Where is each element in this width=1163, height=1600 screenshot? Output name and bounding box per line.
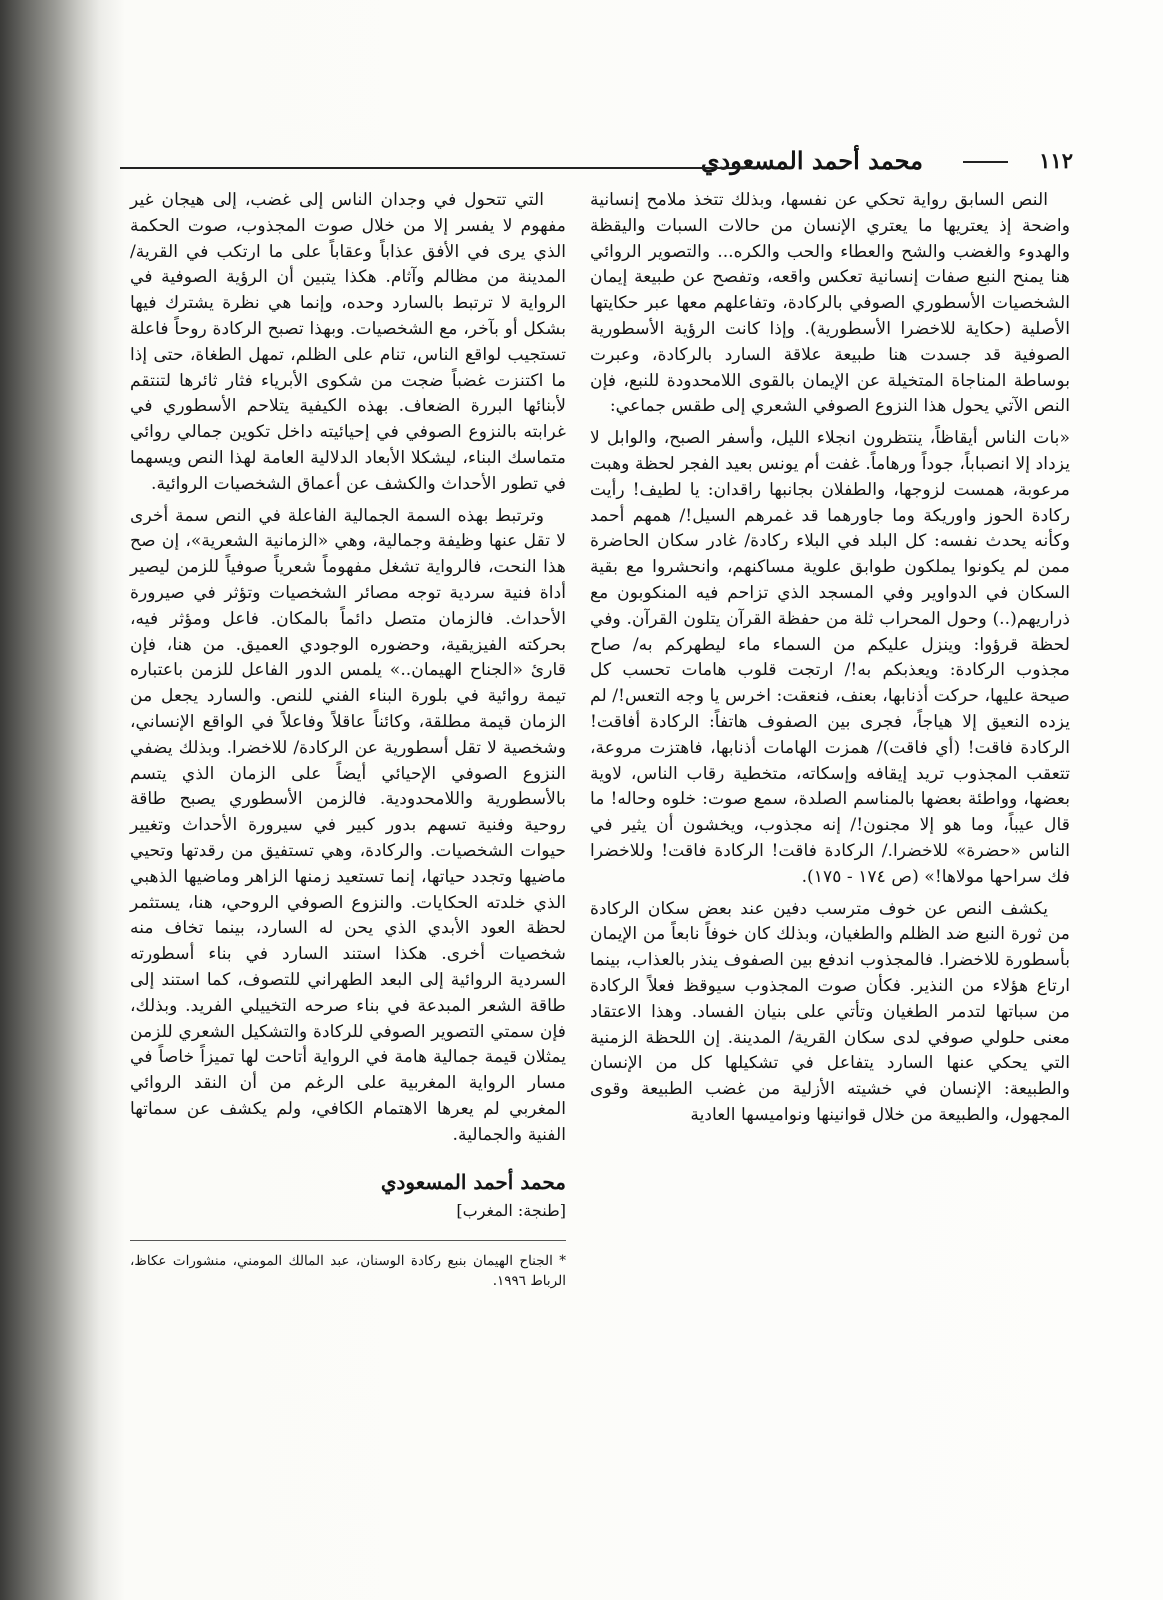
quoted-passage: «بات الناس أيقاظاً، ينتظرون انجلاء الليل، وأسفر الصبح، والوابل لا يزداد إلا انصباباً، جوداً ورهاماً. غفت أم يونس بعيد الفجر لحظة وهبت مرعوبة، همست لزوجها، والطفلان بجانبها راقدان: يا لطيف! رأيت ركادة الحوز واوريكة وما جاورهما قد غمرهم السيل!/ همهم أحمد وكأنه يحدث نفسه: كل البلد في البلاء ركادة/ غادر سكان الحاضرة ممن لم يكونوا يملكون طوابق علوية مساكنهم، وانحشروا مع بقية السكان في الدواوير وفي المسجد الذي تزاحم فيه المنكوبون مع ذراريهم(..) وحول المحراب ثلة من حفظة القرآن يتلون القرآن. وفي لحظة قرؤوا: وينزل عليكم من السماء ماء ليطهركم به/ صاح مجذوب الركادة: ويعذبكم به!/ ارتجت قلوب هامات تحسب كل صيحة عليها، حركت أذنابها، بعنف، فنعقت: اخرس يا وجه التعس!/ لم يزده النعيق إلا هياجاً، فجرى بين الصفوف هاتفاً: الركادة أفاقت! الركادة فاقت! (أي فاقت)/ همزت الهامات أذنابها، فاهتزت مروعة، تتعقب المجذوب تريد إيقافه وإسكاته، متخطية رقاب الناس، لاوية بعضها، وواطئة بعضها بالمناسم الصلدة، سمع صوت: خلوه وحاله! ما قال عيباً، وما هو إلا مجنون!/ إنه مجذوب، ويخشون أن يثير في الناس «حضرة» للاخضرا./ الركادة فاقت! الركادة فاقت! وللاخضرا فك سراحها مولاها!» (ص ١٧٤ - ١٧٥). [590, 428, 1070, 887]
paragraph: وترتبط بهذه السمة الجمالية الفاعلة في النص سمة أخرى لا تقل عنها وظيفة وجمالية، وهي «الزمانية الشعرية»، إن صح هذا النحت، فالرواية تشغل مفهوماً شعرياً صوفياً للزمن ليصير أداة فنية سردية توجه مصائر الشخصيات وتؤثر في صيرورة الأحداث. فالزمان متصل دائماً بالمكان. فاعل ومؤثر فيه، بحركته الفيزيقية، وحضوره الوجودي العميق. من هنا، فإن قارئ «الجناح الهيمان..» يلمس الدور الفاعل للزمن باعتباره تيمة روائية في بلورة البناء الفني للنص. والسارد يجعل من الزمان قيمة مطلقة، وكائناً عاقلاً وفاعلاً في الواقع الإنساني، وشخصية لا تقل أسطورية عن الركادة/ للاخضرا. وبذلك يضفي النزوع الصوفي الإحيائي أيضاً على الزمان الذي يتسم بالأسطورية واللامحدودية. فالزمن الأسطوري يصبح طاقة روحية وفنية تسهم بدور كبير في سيرورة الأحداث وتغيير حيوات الشخصيات. والركادة، وهي تستفيق من رقدتها وتحيي ماضيها وتجدد حياتها، إنما تستعيد زمنها الزاهر وماضيها الذهبي الذي خلدته الحكايات. والنزوع الصوفي الروحي، هنا، يستثمر لحظة العود الأبدي الذي يحن له السارد، بينما تخاف منه شخصيات أخرى. هكذا استند السارد في بناء أسطورته السردية الروائية إلى البعد الطهراني للتصوف، كما استند إلى طاقة الشعر المبدعة في بناء صرحه التخييلي الفريد. وبذلك، فإن سمتي التصوير الصوفي للركادة والتشكيل الشعري للزمن يمثلان قيمة جمالية هامة في الرواية أتاحت لها تميزاً خاصاً في مسار الرواية المغربية على الرغم من أن النقد الروائي المغربي لم يعرها الاهتمام الكافي، ولم يكشف عن سماتها الفنية والجمالية. [130, 505, 566, 1145]
left-column [130, 188, 566, 1568]
paragraph: النص السابق رواية تحكي عن نفسها، وبذلك تتخذ ملامح إنسانية واضحة إذ يعتريها ما يعتري الإنسان من حالات السبات واليقظة والهدوء والغضب والشح والعطاء والحب والكره... والتصوير الروائي هنا يمنح النبع صفات إنسانية تعكس واقعه، وتفصح عن طبيعة إيمان الشخصيات الأسطوري الصوفي بالركادة، وتفاعلهم معها عبر حكايتها الأصلية (حكاية للاخضرا الأسطورية). وإذا كانت الرؤية الأسطورية الصوفية قد جسدت هنا طبيعة علاقة السارد بالركادة، وعبرت بوساطة المناجاة المتخيلة عن الإيمان بالقوى اللامحدودة للنبع، فإن النص الآتي يحول هذا النزوع الصوفي الشعري إلى طقس جماعي: [590, 190, 1070, 417]
author-location: [طنجة: المغرب] [456, 1201, 566, 1221]
paragraph: يكشف النص عن خوف مترسب دفين عند بعض سكان الركادة من ثورة النبع ضد الظلم والطغيان، وبذلك كان خوفاً نابعاً من الإيمان بأسطورة للاخضرا. فالمجذوب اندفع بين الصفوف ينذر بالعذاب، بينما ارتاع هؤلاء من النذير. فكأن صوت المجذوب سيوقظ فعلاً الركادة من سباتها لتدمر الطغيان وتأتي على بنيان الفساد. وهذا الاعتقاد معنى حلولي صوفي لدى سكان القرية/ المدينة. إن اللحظة الزمنية التي يحكي عنها السارد يتفاعل في تشكيلها كل من الإنسان والطبيعة: الإنسان في خشيته الأزلية من غضب الطبيعة وقوى المجهول، والطبيعة من خلال قوانينها ونواميسها العادية [590, 898, 1070, 1125]
footnote: * الجناح الهيمان بنبع ركادة الوسنان، عبد المالك المومني، منشورات عكاظ، الرباط ١٩٩٦. [130, 1240, 566, 1291]
header-dash [963, 161, 1008, 163]
paragraph: التي تتحول في وجدان الناس إلى غضب، إلى هيجان غير مفهوم لا يفسر إلا من خلال صوت المجذوب، صوت الحكمة الذي يرى في الأفق عذاباً وعقاباً على ما ارتكب في القرية/ المدينة من مظالم وآثام. هكذا يتبين أن الرؤية الصوفية في الرواية لا ترتبط بالسارد وحده، وإنما هي نظرة يشترك فيها بشكل أو بآخر، مع الشخصيات. وبهذا تصبح الركادة روحاً فاعلة تستجيب لواقع الناس، تنام على الظلم، تمهل الطغاة، حتى إذا ما اكتنزت غضباً ضجت من شكوى الأبرياء فثار ثائرها لتنتقم لأبنائها البررة الضعاف. بهذه الكيفية يتلاحم الأسطوري في غرابته بالنزوع الصوفي في إحيائيته داخل تكوين جمالي روائي متماسك البناء، ليشكلا الأبعاد الدلالية العامة لهذا النص ويسهما في تطور الأحداث والكشف عن أعماق الشخصيات الروائية. [130, 190, 566, 494]
right-column [590, 188, 1070, 1580]
header-rule [120, 167, 753, 169]
author-signature: محمد أحمد المسعودي [380, 1170, 566, 1195]
page-header [120, 146, 1083, 180]
header-author: محمد أحمد المسعودي [700, 146, 923, 175]
page-number: ١١٢ [1039, 148, 1073, 173]
